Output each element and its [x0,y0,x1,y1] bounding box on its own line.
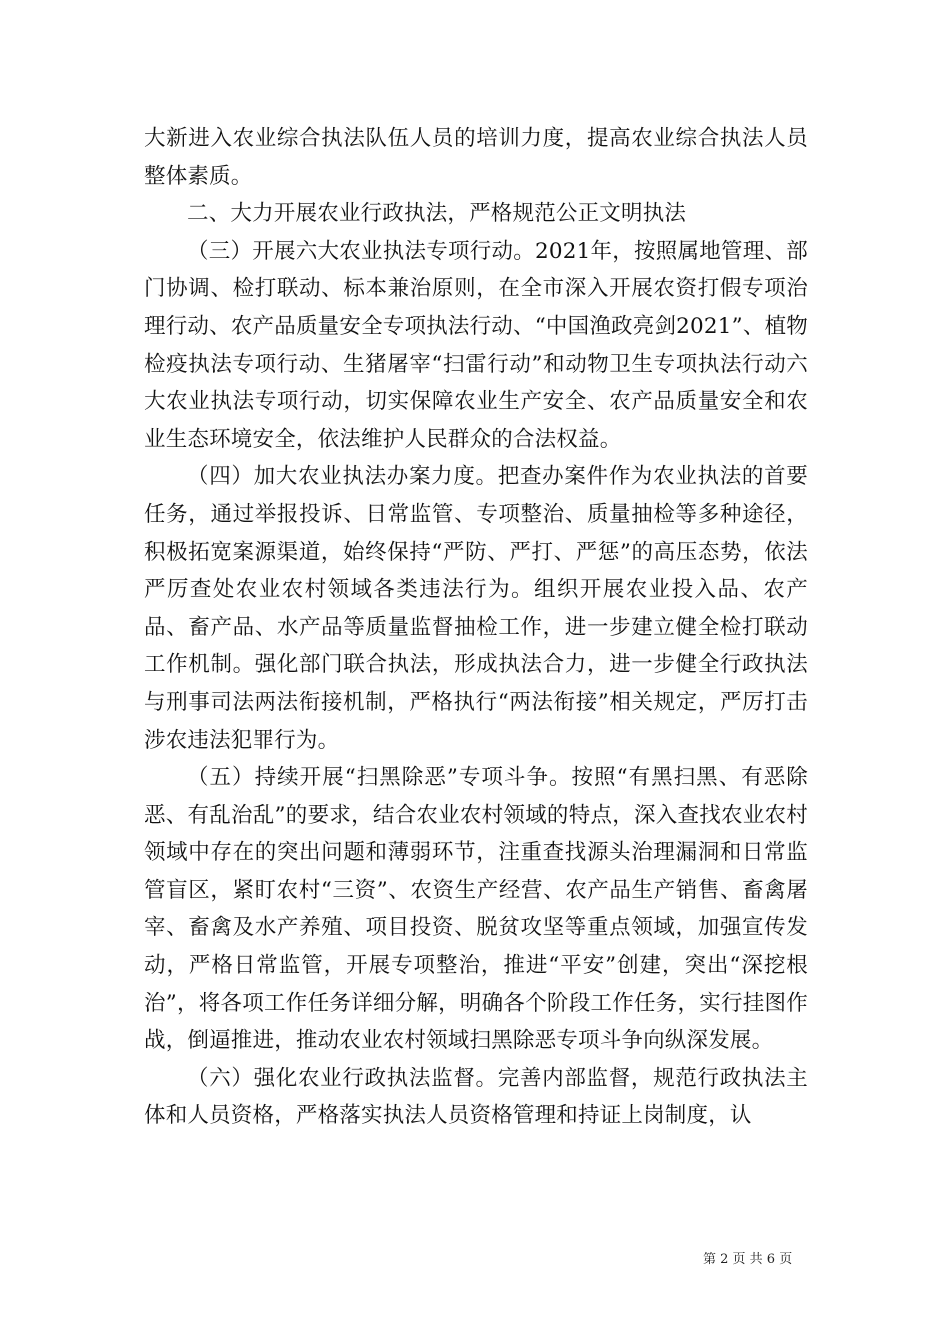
paragraph-item-3: （三）开展六大农业执法专项行动。2021年，按照属地管理、部门协调、检打联动、标本兼治原则，在全市深入开展农资打假专项治理行动、农产品质量安全专项执法行动、“中国渔政亮剑2021”、植物检疫执法专项行动、生猪屠宰“扫雷行动”和动物卫生专项执法行动六大农业执法专项行动，切实保障农业生产安全、农产品质量安全和农业生态环境安全，依法维护人民群众的合法权益。 [144,238,808,452]
page-number-footer: 第 2 页 共 6 页 [703,1252,793,1267]
document-body [144,120,808,1135]
paragraph-item-4: （四）加大农业执法办案力度。把查办案件作为农业执法的首要任务，通过举报投诉、日常监管、专项整治、质量抽检等多种途径，积极拓宽案源渠道，始终保持“严防、严打、严惩”的高压态势，依法严厉查处农业农村领域各类违法行为。组织开展农业投入品、农产品、畜产品、水产品等质量监督抽检工作，进一步建立健全检打联动工作机制。强化部门联合执法，形成执法合力，进一步健全行政执法与刑事司法两法衔接机制，严格执行“两法衔接”相关规定，严厉打击涉农违法犯罪行为。 [144,464,808,753]
paragraph-continuation: 大新进入农业综合执法队伍人员的培训力度，提高农业综合执法人员整体素质。 [144,126,808,189]
paragraph-item-6: （六）强化农业行政执法监督。完善内部监督，规范行政执法主体和人员资格，严格落实执法人员资格管理和持证上岗制度，认 [144,1065,808,1129]
paragraph-item-5: （五）持续开展“扫黑除恶”专项斗争。按照“有黑扫黑、有恶除恶、有乱治乱”的要求，结合农业农村领域的特点，深入查找农业农村领域中存在的突出问题和薄弱环节，注重查找源头治理漏洞和日常监管盲区，紧盯农村“三资”、农资生产经营、农产品生产销售、畜禽屠宰、畜禽及水产养殖、项目投资、脱贫攻坚等重点领域，加强宣传发动，严格日常监管，开展专项整治，推进“平安”创建，突出“深挖根治”，将各项工作任务详细分解，明确各个阶段工作任务，实行挂图作战，倒逼推进，推动农业农村领域扫黑除恶专项斗争向纵深发展。 [144,765,808,1054]
section-heading: 二、大力开展农业行政执法，严格规范公正文明执法 [187,201,687,227]
